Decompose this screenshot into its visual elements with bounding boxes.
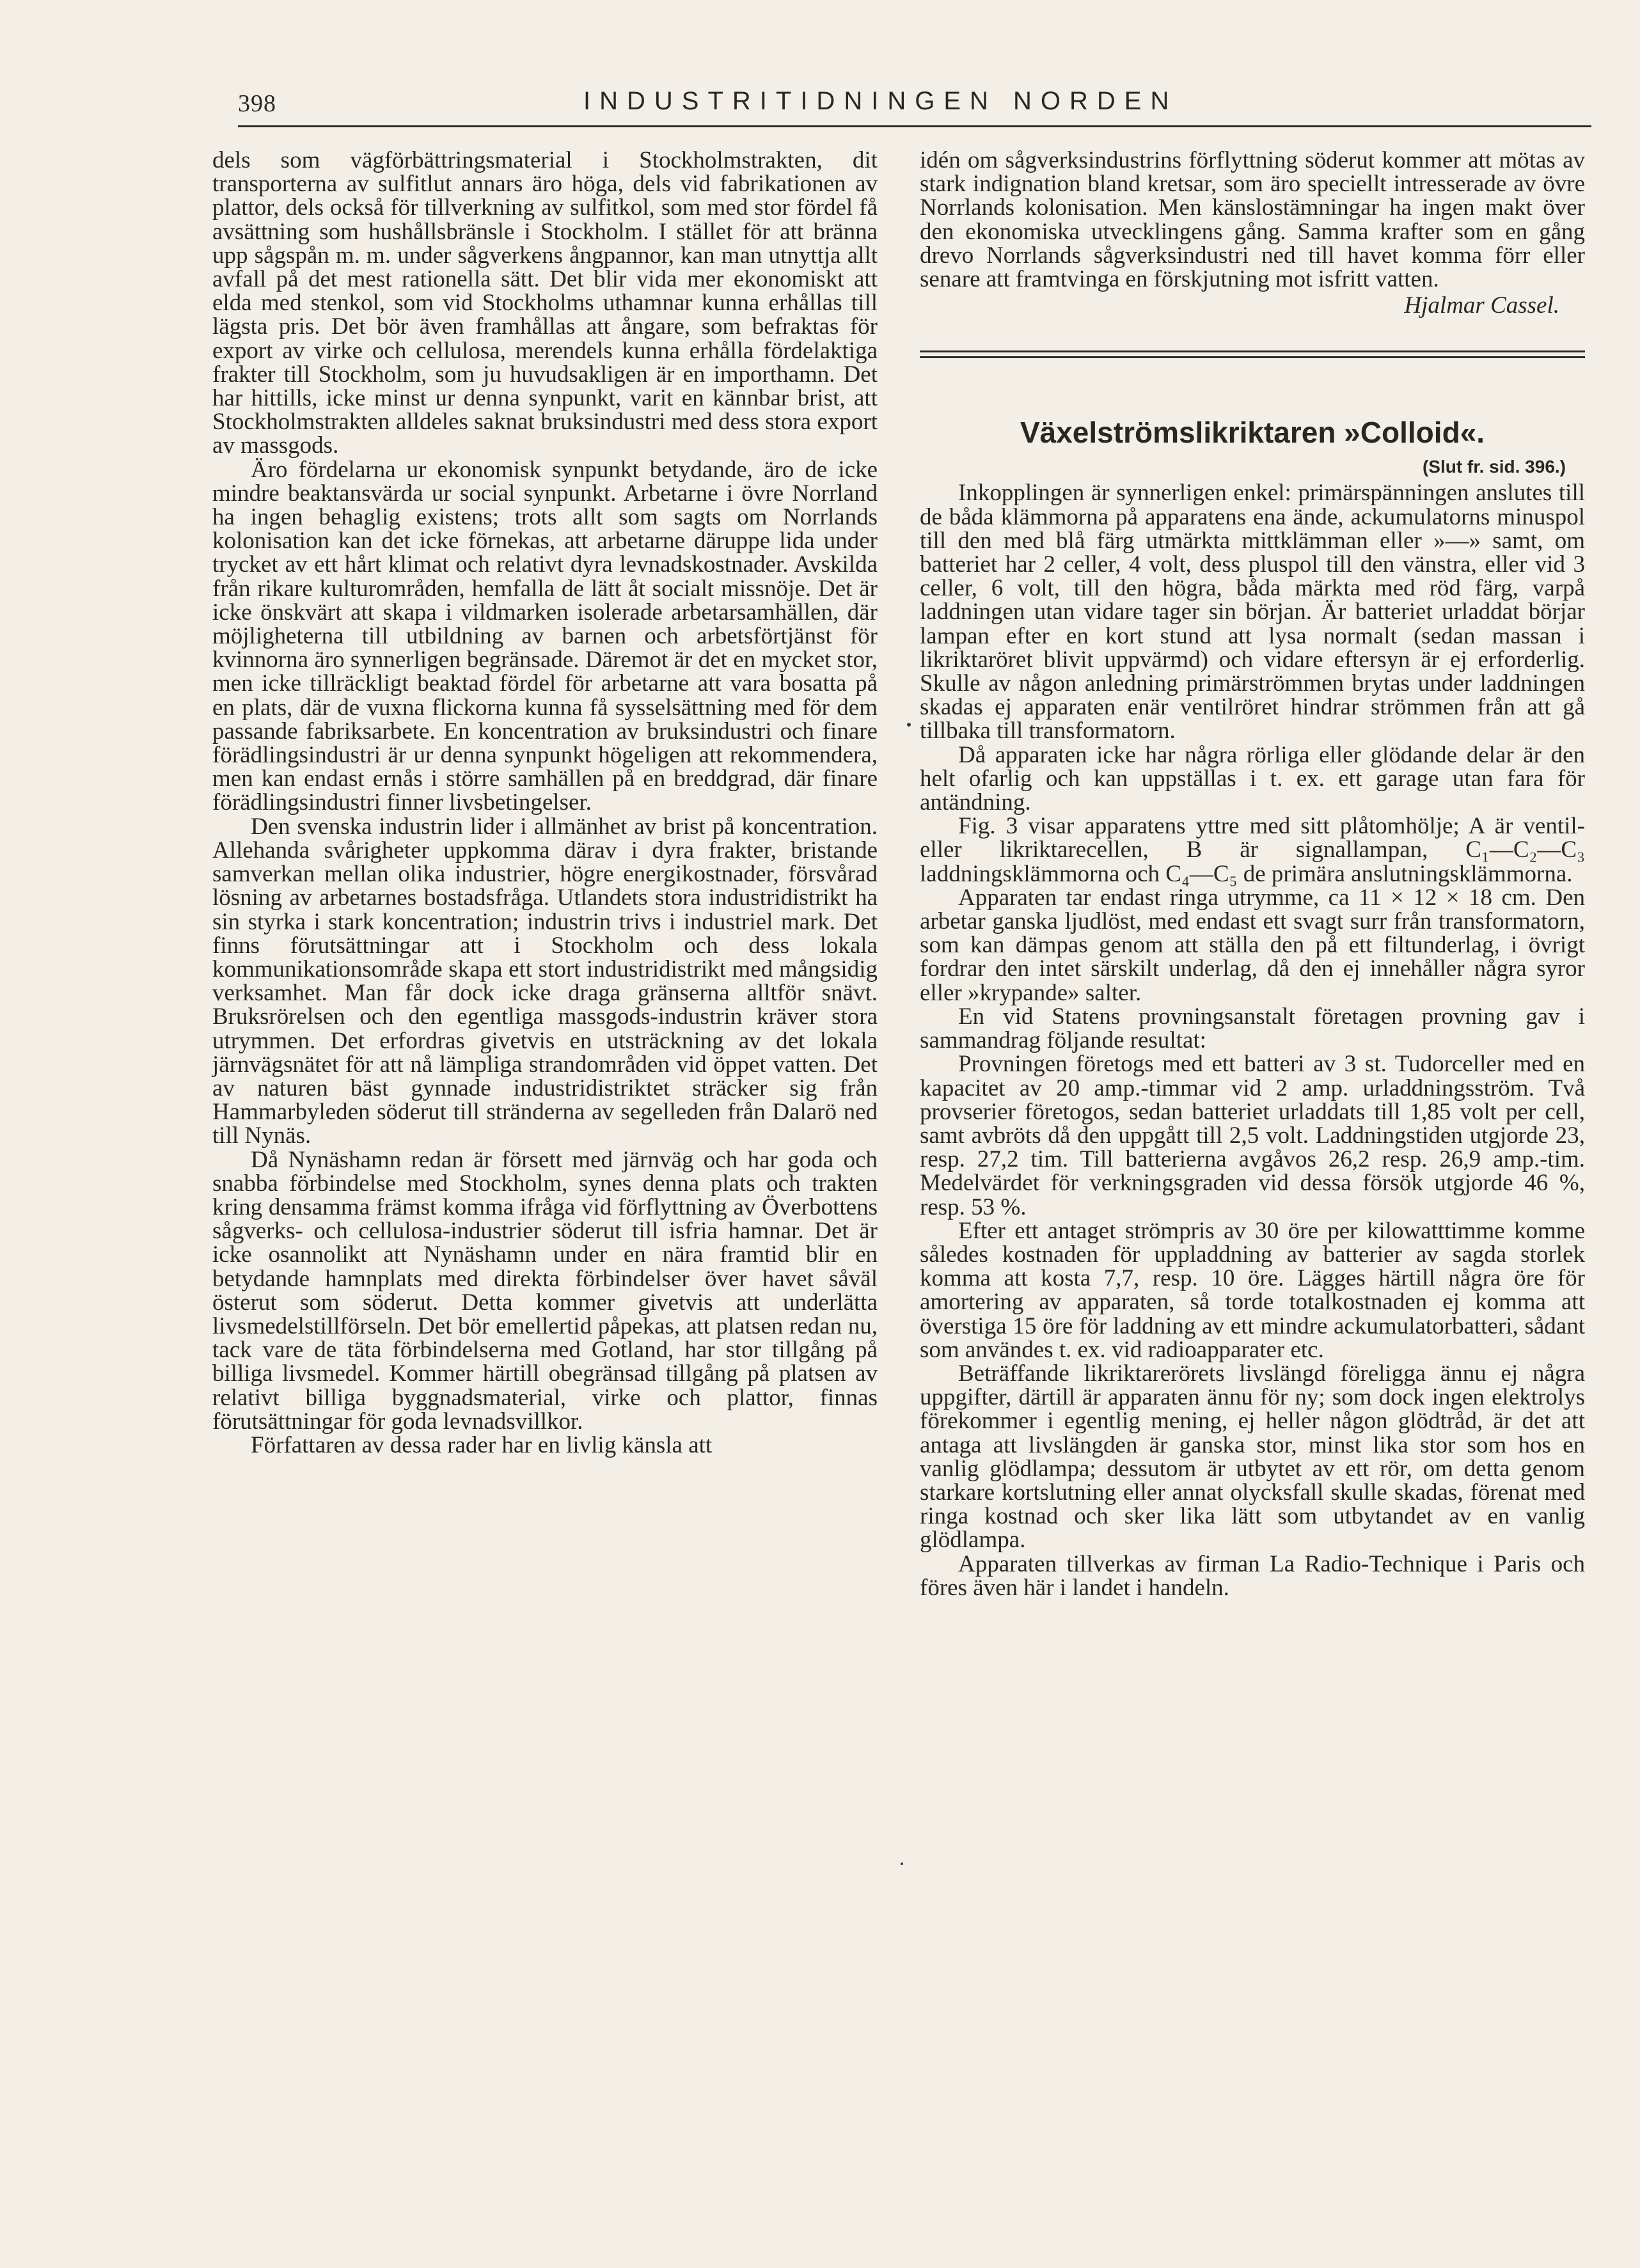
- right-top-paragraph: idén om sågverksindustrins förflyttning söderut kommer att mötas av stark indignation bland kretsar, som äro speciellt intresserade av övre Norrlands kolonisation. Men känslostämningar ha ingen makt över den ekonomiska utvecklingens gång. Samma krafter som en gång drevo Norrlands sågverksindustri ned till havet komma förr eller senare att framtvinga en förskjutning mot isfritt vatten.: [920, 147, 1585, 293]
- author-signature: Hjalmar Cassel.: [1404, 292, 1559, 319]
- print-speck: [907, 723, 911, 727]
- article-paragraph-7: Efter ett antaget strömpris av 30 öre per kilowatttimme komme således kostnaden för uppladdning av batterier av sagda storlek komma att kosta 7,7, resp. 10 öre. Lägges härtill några öre för amortering av apparaten, så torde totalkostnaden ej komma att överstiga 15 öre för laddning av ett mindre ackumulatorbatteri, sådant som användes t. ex. vid radioapparater etc.: [920, 1217, 1585, 1363]
- left-column: [212, 148, 878, 1457]
- article-paragraph-4: Apparaten tar endast ringa utrymme, ca 11 × 12 × 18 cm. Den arbetar ganska ljudlöst, med endast ett svagt surr från transformatorn, som kan dämpas genom att ställa den på ett filtunderlag, i övrigt fordrar den intet särskilt underlag, då den ej innehåller några syror eller »krypande» salter.: [920, 884, 1585, 1006]
- running-title: INDUSTRITIDNINGEN NORDEN: [583, 87, 1178, 115]
- article-title: Växelströmslikriktaren »Colloid«.: [1020, 416, 1485, 450]
- article-paragraph-1: Inkopplingen är synnerligen enkel: primärspänningen anslutes till de båda klämmorna på apparatens ena ände, ackumulatorns minuspol till den med blå färg utmärkta mittklämman eller »—» samt, om batteriet har 2 celler, 4 volt, dess pluspol till den vänstra, eller vid 3 celler, 6 volt, till den högra, båda märkta med röd färg, varpå laddningen utan vidare tager sin början. Är batteriet urladdat börjar lampan efter en kort stund att lysa normalt (sedan massan i likriktaröret blivit uppvärmd) och vidare eftersyn är ej erforderlig. Skulle av någon anledning primärströmmen brytas under laddningen skadas ej apparaten enär ventilröret hindrar strömmen från att gå tillbaka till transformatorn.: [920, 480, 1585, 744]
- previous-article-end: [920, 148, 1585, 291]
- page-header: [238, 87, 1588, 125]
- header-rule: [238, 125, 1591, 127]
- section-divider: [920, 350, 1585, 359]
- print-speck: [901, 1862, 903, 1865]
- right-column: [920, 148, 1585, 1600]
- article-paragraph-3: Fig. 3 visar apparatens yttre med sitt plåtomhölje; A är ventil- eller likriktarecellen, B är signallampan, C₁—C₂—C₃ laddningsklämmorna och C₄—C₅ de primära anslutningsklämmorna.: [920, 813, 1585, 887]
- left-paragraph-2: Äro fördelarna ur ekonomisk synpunkt betydande, äro de icke mindre beaktansvärda ur social synpunkt. Arbetarne i övre Norrland ha ingen behaglig existens; trots allt som sagts om Norrlands kolonisation kan det icke förnekas, att arbetarne däruppe lida under trycket av ett hårt klimat och relativt dyra levnadskostnader. Avskilda från rikare kulturområden, hemfalla de lätt åt socialt missnöje. Det är icke önskvärt att skapa i vildmarken isolerade arbetarsamhällen, där möjligheterna till utbildning av barnen och arbetsförtjänst för kvinnorna äro synnerligen begränsade. Däremot är det en mycket stor, men icke tillräckligt beaktad fördel för arbetarne att vara bosatta på en plats, där de vuxna flickorna kunna få sysselsättning med för dem passande fabriksarbete. En koncentration av bruksindustri och finare förädlingsindustri är ur denna synpunkt högeligen att rekommendera, men kan endast ernås i större samhällen på en breddgrad, där finare förädlingsindustri finner livsbetingelser.: [212, 456, 878, 816]
- article-paragraph-6: Provningen företogs med ett batteri av 3 st. Tudorceller med en kapacitet av 20 amp.-timmar vid 2 amp. urladdningsström. Två provserier företogos, sedan batteriet urladdats till 1,85 volt per cell, samt avbröts då den uppgått till 2,5 volt. Laddningstiden utgjorde 23, resp. 27,2 tim. Till batterierna avgåvos 26,2 resp. 26,9 amp.-tim. Medelvärdet för verkningsgraden vid dessa försök utgjorde 46 %, resp. 53 %.: [920, 1051, 1585, 1220]
- page-number: 398: [238, 90, 276, 117]
- article-paragraph-8: Beträffande likriktarerörets livslängd föreligga ännu ej några uppgifter, därtill är apparaten ännu för ny; som dock ingen elektrolys förekommer i egentlig mening, ej heller någon glödtråd, är det att antaga att livslängden är ganska stor, minst lika stor som hos en vanlig glödlampa; dessutom är utbytet av ett rör, om detta genom starkare kortslutning eller annat olycksfall skulle skadas, förenat med ringa kostnad och sker lika lätt som utbytandet av en vanlig glödlampa.: [920, 1360, 1585, 1554]
- left-paragraph-5: Författaren av dessa rader har en livlig känsla att: [251, 1431, 713, 1458]
- left-paragraph-1: dels som vägförbättringsmaterial i Stockholmstrakten, dit transporterna av sulfitlut annars äro höga, dels vid fabrikationen av plattor, dels också för tillverkning av sulfitkol, som med stor fördel få avsättning som hushållsbränsle i Stockholm. I stället för att bränna upp sågspån m. m. under sågverkens ångpannor, kan man utnyttja allt avfall på det mest rationella sätt. Det blir vida mer ekonomiskt att elda med stenkol, som vid Stockholms uthamnar kunna erhållas till lägsta pris. Det bör även framhållas att ångare, som befraktas för export av virke och cellulosa, merendels kunna erhålla fördelaktiga frakter till Stockholm, som ju huvudsakligen är en importhamn. Det har hittills, icke minst ur denna synpunkt, varit en kännbar brist, att Stockholmstrakten alldeles saknat bruksindustri med dess stora export av massgods.: [212, 147, 878, 459]
- left-paragraph-4: Då Nynäshamn redan är försett med järnväg och har goda och snabba förbindelse med Stockholm, synes denna plats och trakten kring densamma främst komma ifråga vid förflyttning av Överbottens sågverks- och cellulosa-industrier söderut till isfria hamnar. Det är icke osannolikt att Nynäshamn under en nära framtid blir en betydande hamnplats med direkta förbindelser över havet såväl österut som söderut. Detta kommer givetvis att underlätta livsmedelstillförseln. Det bör emellertid påpekas, att platsen redan nu, tack vare de täta förbindelserna med Gotland, har stor tillgång på billiga livsmedel. Kommer härtill obegränsad tillgång på platsen av relativt billiga byggnadsmaterial, virke och plattor, finnas förutsättningar för goda levnadsvillkor.: [212, 1146, 878, 1435]
- article-continuation-ref: (Slut fr. sid. 396.): [1422, 457, 1566, 477]
- article-paragraph-2: Då apparaten icke har några rörliga eller glödande delar är den helt ofarlig och kan uppställas i t. ex. ett garage utan fara för antändning.: [920, 741, 1585, 816]
- article-paragraph-9: Apparaten tillverkas av firman La Radio-Technique i Paris och föres även här i landet i handeln.: [920, 1550, 1585, 1601]
- article-paragraph-5: En vid Statens provningsanstalt företagen provning gav i sammandrag följande resultat:: [920, 1003, 1585, 1054]
- left-paragraph-3: Den svenska industrin lider i allmänhet av brist på koncentration. Allehanda svårigheter uppkomma därav i dyra frakter, bristande samverkan mellan olika industrier, högre energikostnader, försvårad lösning av arbetarnes bostadsfråga. Utlandets stora industridistrikt ha sin styrka i stark koncentration; industrin trivs i industriel mark. Det finns förutsättningar att i Stockholm och dess lokala kommunikationsområde skapa ett stort industridistrikt med mångsidig verksamhet. Man får dock icke draga gränserna alltför snävt. Bruksrörelsen och den egentliga massgods-industrin kräver stora utrymmen. Det erfordras givetvis en utsträckning av det lokala järnvägsnätet för att nå lämpliga strandområden vid öppet vatten. Det av naturen bäst gynnade industridistriktet sträcker sig från Hammarbyleden söderut till stränderna av segelleden från Dalarö ned till Nynäs.: [212, 813, 878, 1149]
